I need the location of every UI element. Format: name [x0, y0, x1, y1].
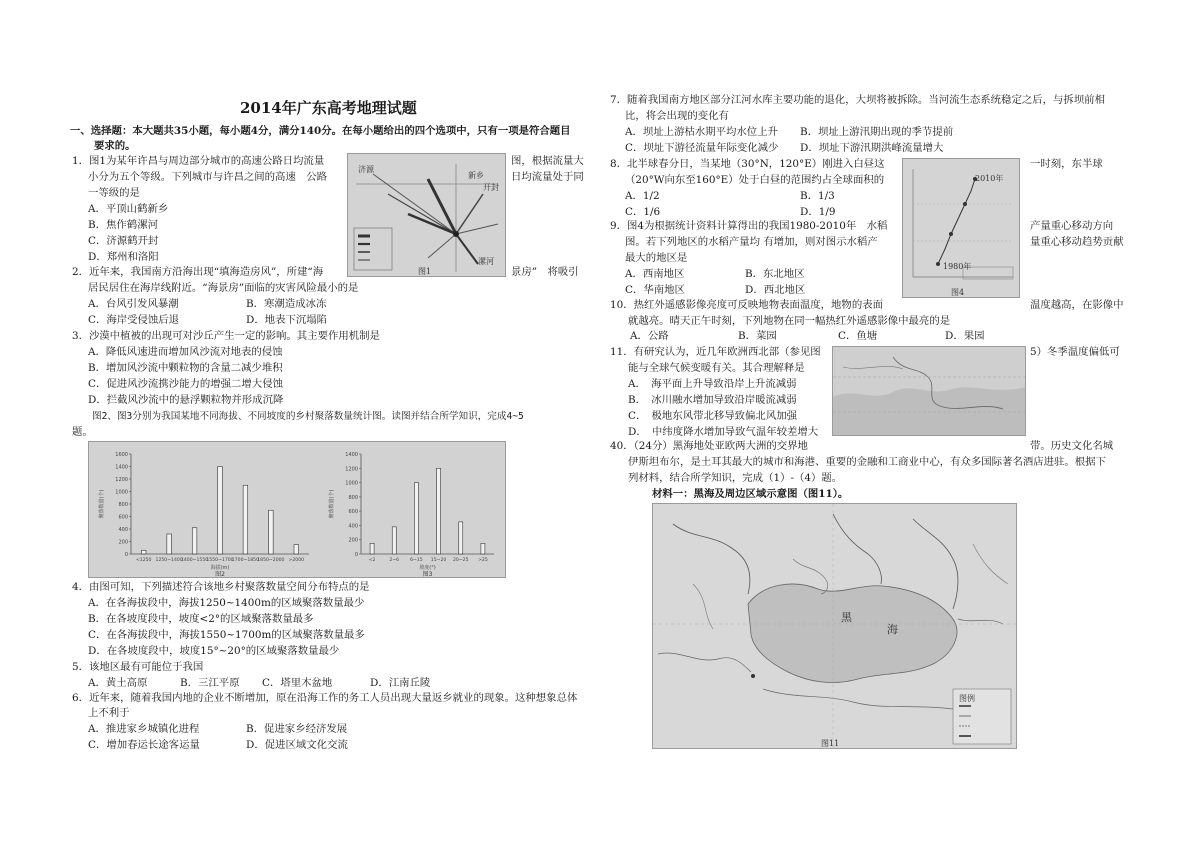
- q4-option-b: B．在各坡度段中，坡度<2°的区域聚落数量最多: [88, 613, 314, 625]
- q1-option-a: A．平顶山鹤新乡: [88, 203, 169, 215]
- chart2-bar: [192, 528, 197, 554]
- q40-text: 列材料，结合所学知识，完成（1）-（4）题。: [628, 472, 843, 484]
- chart3-ytick-label: 1200: [345, 466, 358, 473]
- q3-option-b: B．增加风沙流中颗粒物的含量二减少堆积: [88, 362, 283, 374]
- q7-option-b: B．坝址上游汛期出现的季节提前: [800, 126, 954, 138]
- chart2-ytick-label: 200: [118, 539, 128, 546]
- chart3-bar: [481, 543, 485, 554]
- chart2-ytick-label: 400: [118, 527, 128, 533]
- q11-option-a: A． 海平面上升导致沿岸上升流减弱: [628, 378, 797, 390]
- chart2-xtick-label: 1550~1700: [206, 558, 234, 563]
- chart3-ytick-label: 1000: [345, 480, 358, 487]
- fig11-sea-char-2: 海: [887, 623, 898, 636]
- chart3-ytick-label: 200: [348, 537, 358, 544]
- chart3-bar: [392, 527, 396, 554]
- q6-option-b: B．促进家乡经济发展: [246, 723, 348, 735]
- figure-4-chart: [902, 158, 1020, 298]
- q9-option-d: D．西北地区: [745, 284, 806, 296]
- q9-text: 图。若下列地区的水稻产量均 有增加，则对图示水稻产: [625, 236, 878, 248]
- figure-11-graphic: [653, 504, 1017, 749]
- chart2-bar: [269, 510, 274, 554]
- q10-text: 10．热红外遥感影像亮度可反映地物表面温度，地物的表面: [610, 299, 883, 311]
- q5-option-a: A．黄土高原: [88, 677, 148, 689]
- q10-option-a: A．公路: [630, 330, 669, 342]
- q1-text: 一等级的是: [88, 187, 140, 199]
- fig1-caption: 图1: [418, 267, 432, 276]
- q40-text: 40．（24分）黑海地处亚欧两大洲的交界地: [610, 440, 808, 452]
- chart2-ytick-label: 1400: [115, 464, 128, 471]
- q7-text: 7．随着我国南方地区部分江河水库主要功能的退化，大坝将被拆除。当河流生态系统稳定之后，与拆坝前相: [610, 94, 1105, 106]
- q7-option-a: A．坝址上游枯水期平均水位上升: [625, 126, 778, 138]
- q8-text: （20°W向东至160°E）处于白昼的范围约占全球面积的: [625, 174, 885, 186]
- q2-option-b: B．寒潮造成冰冻: [246, 298, 327, 310]
- q9-text: 量重心移动趋势贡献: [1030, 236, 1124, 248]
- q11-text: 5）冬季温度偏低可: [1030, 346, 1120, 358]
- chart3-ytick-label: 800: [348, 494, 358, 501]
- q10-option-d: D．果园: [945, 330, 985, 342]
- q11-option-d: D． 中纬度降水增加导致气温年较差增大: [628, 426, 819, 438]
- chart2-ytick-label: 0: [124, 552, 128, 558]
- q11-text: 能与全球气候变暖有关。其合理解释是: [628, 362, 805, 374]
- q9-option-a: A．西南地区: [625, 268, 685, 280]
- q10-option-b: B．菜园: [738, 330, 777, 342]
- q6-option-d: D．促进区域文化交流: [246, 739, 348, 751]
- chart3-ytick-label: 600: [348, 509, 358, 516]
- q5-text: 5．该地区最有可能位于我国: [72, 661, 204, 673]
- chart3-bar: [437, 468, 441, 554]
- chart3-xtick-label: <2: [368, 558, 376, 563]
- q9-text: 9．图4为根据统计资料计算得出的我国1980-2010年 水稻: [610, 220, 888, 232]
- chart2-xtick-label: 1400~1550: [180, 558, 209, 563]
- q3-option-c: C．促进风沙流携沙能力的增强二增大侵蚀: [88, 378, 283, 390]
- q3-text: 3．沙漠中植被的出现可对沙丘产生一定的影响。其主要作用机制是: [72, 330, 380, 342]
- q1-text: 1．图1为某年许昌与周边部分城市的高速公路日均流量: [72, 155, 325, 167]
- chart2-bar: [218, 467, 223, 555]
- q8-option-b: B．1/3: [800, 190, 835, 202]
- intro-4-5: 图2、图3分别为我国某地不同海拔、不同坡度的乡村聚落数量统计图。读图并结合所学知识，完成4~5: [92, 411, 524, 422]
- chart3-bar: [414, 483, 418, 554]
- q6-option-c: C．增加春运长途客运量: [88, 739, 200, 751]
- chart2-xtick-label: <1250: [135, 558, 152, 563]
- q5-option-d: D．江南丘陵: [370, 677, 431, 689]
- q4-option-d: D．在各坡度段中，坡度15°~20°的区域聚落数量最少: [88, 645, 340, 657]
- q11-option-b: B． 冰川融水增加导致沿岸暖流减弱: [628, 394, 797, 406]
- chart3-bar: [370, 543, 374, 554]
- chart2-ytick-label: 1000: [115, 489, 128, 496]
- chart2-bar: [243, 485, 248, 554]
- q8-option-a: A．1/2: [625, 190, 660, 202]
- chart2-ytick-label: 800: [118, 502, 128, 508]
- fig11-sea-char-1: 黑: [841, 611, 852, 624]
- fig1-label-xinxiang: 新乡: [468, 171, 484, 180]
- q5-option-b: B．三江平原: [180, 677, 240, 689]
- q3-option-a: A．降低风速进而增加风沙流对地表的侵蚀: [88, 346, 283, 358]
- q1-option-c: C．济源鹤开封: [88, 235, 159, 247]
- q40-text: 伊斯坦布尔，是土耳其最大的城市和海港、重要的金融和工商业中心，有众多国际著名酒店进驻。根据下: [628, 456, 1106, 468]
- q10-text: 就越亮。晴天正午时刻，下列地物在同一幅热红外遥感影像中最亮的是: [628, 315, 951, 327]
- q7-option-c: C．坝址下游径流量年际变化减少: [625, 142, 779, 154]
- chart2-bar: [294, 545, 299, 554]
- chart2-bar: [167, 534, 172, 554]
- chart3-title: 图3: [422, 571, 433, 578]
- chart3-xtick-label: 20~25: [452, 558, 469, 563]
- q7-text: 比，将会出现的变化有: [625, 110, 729, 122]
- chart3-ytick-label: 1400: [345, 452, 358, 458]
- figure-11-map: [652, 503, 1017, 749]
- fig1-label-jiyuan: 济源: [358, 165, 374, 174]
- intro-4-5-cont: 题。: [72, 426, 93, 438]
- q9-text: 产量重心移动方向: [1030, 220, 1114, 232]
- q1-option-d: D．郑州和洛阳: [88, 251, 159, 263]
- q10-text: 温度越高，在影像中: [1030, 299, 1124, 311]
- q2-option-a: A．台风引发风暴潮: [88, 298, 179, 310]
- q1-text: 小分为五个等级。下列城市与许昌之间的高速 公路: [88, 171, 327, 183]
- q9-text: 最大的地区是: [625, 252, 688, 264]
- q7-option-d: D．坝址下游汛期洪峰流量增大: [800, 142, 944, 154]
- q9-option-b: B．东北地区: [745, 268, 805, 280]
- chart2-bar: [141, 550, 146, 554]
- chart2-xlabel: 海拔(m): [210, 565, 230, 571]
- q1-option-b: B．焦作鹤漯河: [88, 219, 158, 231]
- page-title: 2014年广东高考地理试题: [240, 99, 417, 117]
- chart2-ylabel: 聚落数量(个): [99, 489, 105, 519]
- fig1-label-kaifeng: 开封: [483, 183, 499, 192]
- chart3-xtick-label: >25: [478, 558, 488, 563]
- q6-text: 上不利于: [88, 707, 130, 719]
- q2-option-d: D．地表下沉塌陷: [246, 314, 328, 326]
- q4-text: 4．由图可知，下列描述符合该地乡村聚落数量空间分布特点的是: [72, 581, 370, 593]
- q2-text: 居民居住在海岸线附近。“海景房”面临的灾害风险最小的是: [88, 282, 359, 294]
- chart3-ytick-label: 400: [348, 523, 358, 530]
- chart3-xtick-label: 6~15: [410, 558, 423, 563]
- figure-1-map: [347, 153, 506, 277]
- fig4-caption: 图4: [951, 288, 965, 297]
- chart3-xlabel: 坡度(°): [419, 565, 436, 571]
- q8-text: 一时刻，东半球: [1030, 158, 1103, 170]
- chart3-ylabel: 聚落数量(个): [329, 489, 335, 519]
- q6-option-a: A．推进家乡城镇化进程: [88, 723, 200, 735]
- q10-option-c: C．鱼塘: [838, 330, 878, 342]
- q2-text: 2．近年来，我国南方沿海出现“填海造房风”，所建“海: [72, 266, 324, 278]
- q1-text: 图，根据流量大: [511, 155, 584, 167]
- section-heading: 一、选择题：本大题共35小题，每小题4分，满分140分。在每小题给出的四个选项中，只有一项是符合题目: [70, 125, 571, 137]
- q2-option-c: C．海岸受侵蚀后退: [88, 314, 180, 326]
- q6-text: 6．近年来，随着我国内地的企业不断增加，原在沿海工作的务工人员出现大量返乡就业的现象。这种想象总体: [72, 692, 578, 704]
- q4-option-a: A．在各海拔段中，海拔1250~1400m的区域聚落数量最少: [88, 597, 365, 609]
- chart2-xtick-label: >2000: [288, 558, 305, 563]
- chart3-xtick-label: 15~20: [430, 558, 447, 563]
- q40-material-1: 材料一：黑海及周边区域示意图（图11）。: [652, 488, 849, 500]
- fig11-legend-title: 图例: [959, 694, 975, 703]
- chart2-xtick-label: 1850~2000: [257, 558, 285, 563]
- chart2-xtick-label: 1700~1850: [231, 558, 260, 563]
- fig11-caption: 图11: [821, 739, 840, 748]
- section-heading-cont: 要求的。: [94, 140, 136, 152]
- chart2-xtick-label: 1250~1400: [155, 558, 183, 563]
- q8-text: 8．北半球春分日，当某地（30°N，120°E）刚进入白昼这: [610, 158, 885, 170]
- chart3-bar: [459, 522, 463, 554]
- chart2-title: 图2: [215, 571, 225, 578]
- q3-option-d: D．拦截风沙流中的悬浮颗粒物并形成沉降: [88, 394, 284, 406]
- q1-text: 日均流量处于同: [511, 171, 584, 183]
- q40-text: 带。历史文化名城: [1030, 440, 1114, 452]
- chart2-ytick-label: 1200: [115, 477, 128, 483]
- q8-option-c: C．1/6: [625, 206, 661, 218]
- chart3-ytick-label: 0: [354, 552, 358, 558]
- q8-option-d: D．1/9: [800, 206, 836, 218]
- figure-2-3-charts: [88, 441, 506, 578]
- q9-option-c: C．华南地区: [625, 284, 685, 296]
- fig4-label-2010: 2010年: [975, 174, 1004, 183]
- q11-option-c: C． 极地东风带北移导致偏北风加强: [628, 410, 797, 422]
- q2-text: 景房” 将吸引: [511, 266, 579, 278]
- fig4-label-1980: 1980年: [943, 262, 972, 271]
- figure-5-graphic: [833, 347, 1026, 436]
- q5-option-c: C．塔里木盆地: [262, 677, 333, 689]
- q4-option-c: C．在各海拔段中，海拔1550~1700m的区域聚落数量最多: [88, 629, 365, 641]
- fig1-label-luohe: 漯河: [478, 257, 494, 266]
- chart2-ytick-label: 600: [118, 514, 128, 521]
- chart2-ytick-label: 1600: [115, 452, 128, 458]
- q11-text: 11．有研究认为，近几年欧洲西北部（参见图: [610, 346, 821, 358]
- charts-graphic: [89, 442, 506, 578]
- figure-5-map: [832, 346, 1026, 436]
- chart3-xtick-label: 2~6: [389, 558, 400, 563]
